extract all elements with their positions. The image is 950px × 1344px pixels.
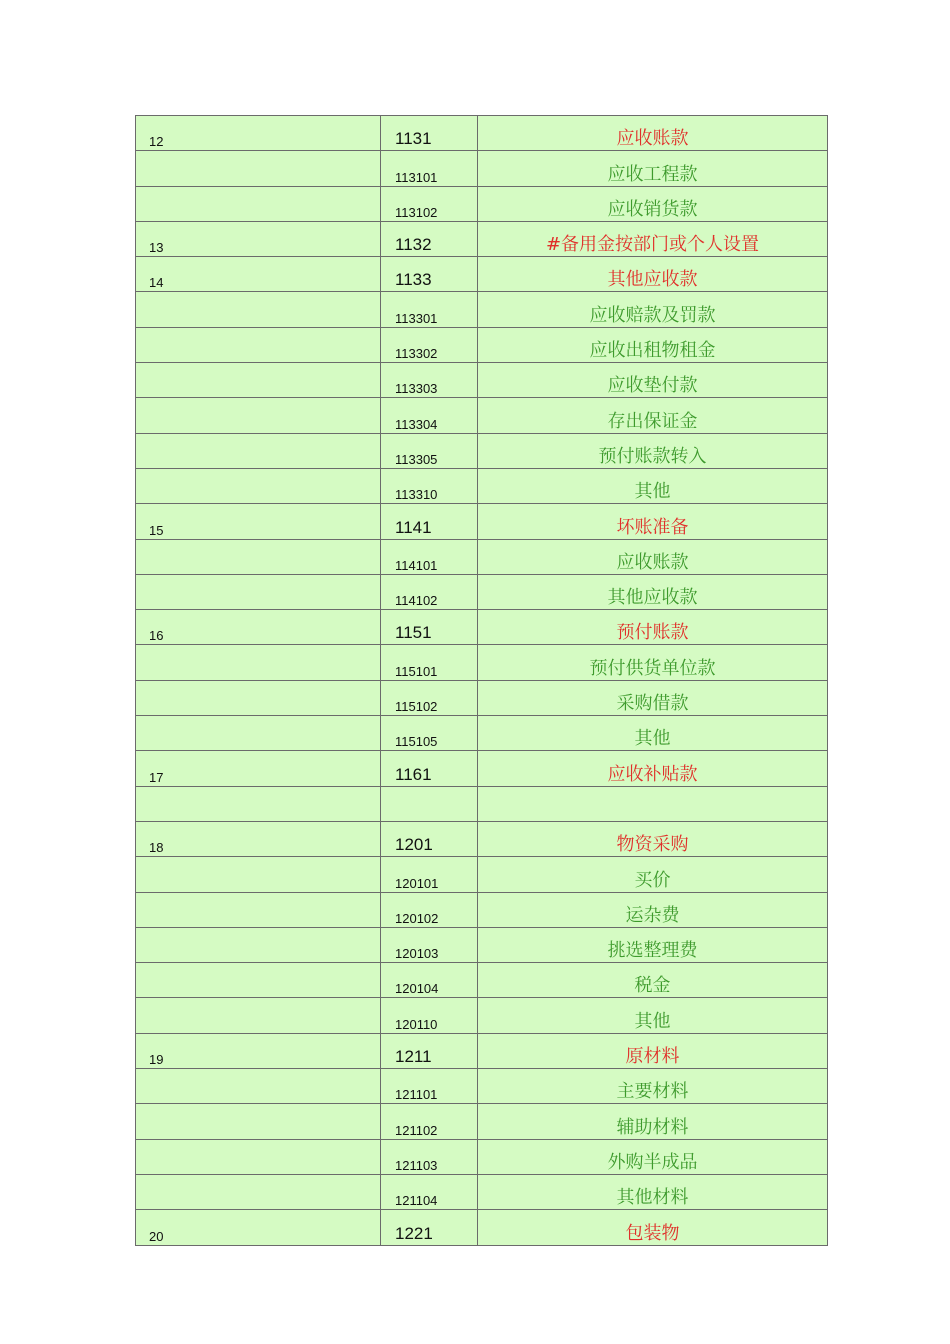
row-index-cell: 14 [136, 257, 381, 292]
row-index-cell: 17 [136, 751, 381, 786]
row-index-cell [136, 963, 381, 998]
account-code-cell: 113302 [381, 327, 478, 362]
table-row [136, 857, 828, 892]
row-index-cell [136, 327, 381, 362]
account-name-cell: 主要材料 [478, 1069, 828, 1104]
table-row [136, 151, 828, 186]
table-row [136, 504, 828, 539]
row-index-cell [136, 574, 381, 609]
account-code-cell: 1133 [381, 257, 478, 292]
table-row [136, 680, 828, 715]
account-code-table-body [136, 116, 828, 1246]
table-row [136, 1174, 828, 1209]
account-name-cell: 其他材料 [478, 1174, 828, 1209]
account-code-cell: 115101 [381, 645, 478, 680]
account-code-cell: 1131 [381, 116, 478, 151]
account-name-cell: 应收赔款及罚款 [478, 292, 828, 327]
account-name-cell: 物资采购 [478, 821, 828, 856]
table-row [136, 363, 828, 398]
account-name-cell: 辅助材料 [478, 1104, 828, 1139]
account-name-cell: 预付账款转入 [478, 433, 828, 468]
account-name-cell: 坏账准备 [478, 504, 828, 539]
table-row [136, 1069, 828, 1104]
account-name-cell: 其他 [478, 468, 828, 503]
account-name-cell: 其他应收款 [478, 574, 828, 609]
row-index-cell [136, 468, 381, 503]
row-index-cell [136, 433, 381, 468]
row-index-cell [136, 1174, 381, 1209]
table-row [136, 927, 828, 962]
account-name-cell: 存出保证金 [478, 398, 828, 433]
account-name-cell: 应收垫付款 [478, 363, 828, 398]
table-row [136, 751, 828, 786]
table-row [136, 257, 828, 292]
account-name-cell: 运杂费 [478, 892, 828, 927]
table-row [136, 1104, 828, 1139]
account-code-table [135, 115, 828, 1246]
account-code-cell: 120110 [381, 998, 478, 1033]
account-name-cell: 应收补贴款 [478, 751, 828, 786]
row-index-cell: 18 [136, 821, 381, 856]
account-name-cell: 原材料 [478, 1033, 828, 1068]
account-name-cell: 税金 [478, 963, 828, 998]
table-row [136, 716, 828, 751]
table-row [136, 645, 828, 680]
account-name-cell: 应收账款 [478, 116, 828, 151]
account-code-cell: 1151 [381, 610, 478, 645]
table-row [136, 433, 828, 468]
table-row [136, 786, 828, 821]
row-index-cell: 13 [136, 221, 381, 256]
row-index-cell [136, 786, 381, 821]
account-code-cell [381, 786, 478, 821]
account-name-cell: 挑选整理费 [478, 927, 828, 962]
account-code-cell: 1211 [381, 1033, 478, 1068]
account-code-cell: 1161 [381, 751, 478, 786]
account-name-cell: 其他应收款 [478, 257, 828, 292]
account-code-cell: 1221 [381, 1210, 478, 1245]
account-code-cell: 121104 [381, 1174, 478, 1209]
table-row [136, 468, 828, 503]
account-name-cell: 其他 [478, 716, 828, 751]
table-row [136, 892, 828, 927]
account-code-cell: 115105 [381, 716, 478, 751]
table-row [136, 998, 828, 1033]
account-code-cell: 1141 [381, 504, 478, 539]
account-name-cell: 应收工程款 [478, 151, 828, 186]
account-name-cell: 应收出租物租金 [478, 327, 828, 362]
table-row [136, 539, 828, 574]
table-row [136, 292, 828, 327]
account-name-cell: 包装物 [478, 1210, 828, 1245]
account-code-cell: 113305 [381, 433, 478, 468]
row-index-cell [136, 363, 381, 398]
table-row [136, 574, 828, 609]
account-name-cell: 预付供货单位款 [478, 645, 828, 680]
account-code-cell: 113310 [381, 468, 478, 503]
account-code-cell: 114102 [381, 574, 478, 609]
table-row [136, 1033, 828, 1068]
account-name-cell: 应收账款 [478, 539, 828, 574]
account-code-cell: 1201 [381, 821, 478, 856]
account-name-cell [478, 786, 828, 821]
account-code-cell: 121102 [381, 1104, 478, 1139]
row-index-cell [136, 151, 381, 186]
row-index-cell: 16 [136, 610, 381, 645]
table-row [136, 1139, 828, 1174]
account-name-cell: 采购借款 [478, 680, 828, 715]
table-row [136, 1210, 828, 1245]
row-index-cell [136, 927, 381, 962]
table-row [136, 821, 828, 856]
row-index-cell: 19 [136, 1033, 381, 1068]
account-name-cell: 预付账款 [478, 610, 828, 645]
account-code-cell: 1132 [381, 221, 478, 256]
row-index-cell [136, 892, 381, 927]
account-name-cell: #备用金按部门或个人设置 [478, 221, 828, 256]
row-index-cell [136, 186, 381, 221]
row-index-cell [136, 998, 381, 1033]
account-code-cell: 120102 [381, 892, 478, 927]
account-code-cell: 114101 [381, 539, 478, 574]
account-code-cell: 120103 [381, 927, 478, 962]
account-name-cell: 其他 [478, 998, 828, 1033]
account-name-cell: 买价 [478, 857, 828, 892]
account-code-cell: 115102 [381, 680, 478, 715]
account-name-cell: 应收销货款 [478, 186, 828, 221]
row-index-cell [136, 645, 381, 680]
account-code-cell: 121103 [381, 1139, 478, 1174]
table-row [136, 116, 828, 151]
account-code-cell: 113303 [381, 363, 478, 398]
row-index-cell [136, 857, 381, 892]
table-row [136, 610, 828, 645]
row-index-cell [136, 292, 381, 327]
row-index-cell [136, 1069, 381, 1104]
table-row [136, 327, 828, 362]
account-code-cell: 120104 [381, 963, 478, 998]
account-code-cell: 113101 [381, 151, 478, 186]
row-index-cell [136, 398, 381, 433]
row-index-cell: 12 [136, 116, 381, 151]
row-index-cell [136, 1139, 381, 1174]
row-index-cell: 20 [136, 1210, 381, 1245]
row-index-cell [136, 539, 381, 574]
table-row [136, 398, 828, 433]
account-code-cell: 113304 [381, 398, 478, 433]
row-index-cell: 15 [136, 504, 381, 539]
account-name-cell: 外购半成品 [478, 1139, 828, 1174]
account-code-cell: 120101 [381, 857, 478, 892]
table-row [136, 963, 828, 998]
row-index-cell [136, 1104, 381, 1139]
account-code-cell: 113301 [381, 292, 478, 327]
table-row [136, 221, 828, 256]
row-index-cell [136, 716, 381, 751]
table-row [136, 186, 828, 221]
account-code-cell: 121101 [381, 1069, 478, 1104]
account-code-cell: 113102 [381, 186, 478, 221]
row-index-cell [136, 680, 381, 715]
